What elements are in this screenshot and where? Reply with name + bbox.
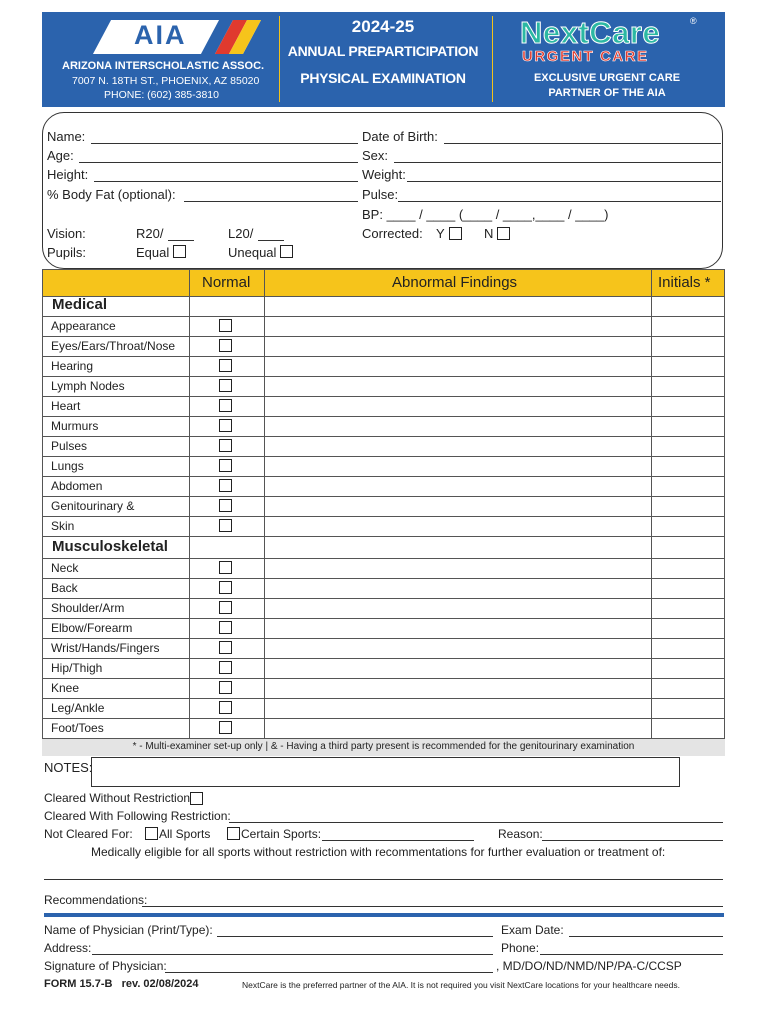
form-title-line2: PHYSICAL EXAMINATION — [300, 70, 466, 86]
body-fat-field[interactable] — [184, 201, 358, 202]
exam-table — [42, 269, 725, 739]
exam-row-label: Foot/Toes — [51, 721, 104, 735]
pupils-label: Pupils: — [47, 245, 87, 260]
normal-checkbox[interactable] — [219, 399, 232, 412]
org-name: ARIZONA INTERSCHOLASTIC ASSOC. — [62, 60, 265, 72]
pulse-field[interactable] — [398, 201, 721, 202]
abnormal-findings-cell[interactable] — [265, 599, 650, 618]
exam-row-label: Skin — [51, 519, 75, 533]
physician-name-field[interactable] — [217, 936, 493, 937]
normal-checkbox[interactable] — [219, 581, 232, 594]
normal-checkbox[interactable] — [219, 621, 232, 634]
corrected-no-checkbox[interactable] — [497, 227, 510, 240]
signature-label: Signature of Physician: — [44, 959, 167, 973]
header-divider-left — [279, 16, 280, 102]
abnormal-findings-cell[interactable] — [265, 397, 650, 416]
form-title-line1: ANNUAL PREPARTICIPATION — [287, 43, 479, 59]
normal-checkbox[interactable] — [219, 379, 232, 392]
height-field[interactable] — [94, 181, 358, 182]
name-field[interactable] — [91, 143, 358, 144]
exam-row-label: Neck — [51, 561, 79, 575]
col-initials-header: Initials * — [658, 274, 711, 291]
abnormal-findings-cell[interactable] — [265, 699, 650, 718]
table-header — [42, 269, 725, 296]
initials-cell[interactable] — [652, 377, 724, 396]
pupils-unequal-checkbox[interactable] — [280, 245, 293, 258]
pupils-equal-checkbox[interactable] — [173, 245, 186, 258]
exam-row-label: Murmurs — [51, 419, 99, 433]
abnormal-findings-cell[interactable] — [265, 497, 650, 516]
eligible-statement: Medically eligible for all sports without restriction with recommentations for further evaluation or treatment of: — [91, 845, 666, 859]
initials-cell[interactable] — [652, 679, 724, 698]
corrected-label: Corrected: — [362, 226, 423, 241]
exam-row-label: Shoulder/Arm — [51, 601, 125, 615]
weight-label: Weight: — [362, 167, 406, 182]
abnormal-findings-cell[interactable] — [265, 559, 650, 578]
abnormal-findings-cell[interactable] — [265, 639, 650, 658]
initials-cell[interactable] — [652, 559, 724, 578]
abnormal-findings-cell[interactable] — [265, 377, 650, 396]
abnormal-findings-cell[interactable] — [265, 457, 650, 476]
footer-note: NextCare is the preferred partner of the AIA. It is not required you visit NextCare locations for your healthcare needs. — [242, 980, 680, 990]
section-musculoskeletal: Musculoskeletal — [52, 538, 168, 555]
abnormal-findings-cell[interactable] — [265, 619, 650, 638]
col-abnormal-header: Abnormal Findings — [392, 274, 518, 291]
abnormal-findings-cell[interactable] — [265, 417, 650, 436]
normal-checkbox[interactable] — [219, 419, 232, 432]
initials-cell[interactable] — [652, 357, 724, 376]
exam-date-field[interactable] — [569, 936, 723, 937]
sex-label: Sex: — [362, 148, 389, 163]
nextcare-registered-mark: ® — [690, 16, 697, 26]
sex-field[interactable] — [394, 162, 721, 163]
initials-cell[interactable] — [652, 397, 724, 416]
credentials-label: , MD/DO/ND/NMD/NP/PA-C/CCSP — [496, 959, 682, 973]
abnormal-findings-cell[interactable] — [265, 659, 650, 678]
normal-checkbox[interactable] — [219, 499, 232, 512]
abnormal-findings-cell[interactable] — [265, 579, 650, 598]
exam-row-label: Genitourinary & — [51, 499, 135, 513]
dob-label: Date of Birth: — [362, 129, 438, 144]
aia-logo — [42, 12, 278, 107]
weight-field[interactable] — [407, 181, 721, 182]
all-sports-checkbox[interactable] — [145, 827, 158, 840]
normal-checkbox[interactable] — [219, 681, 232, 694]
normal-checkbox[interactable] — [219, 359, 232, 372]
initials-cell[interactable] — [652, 659, 724, 678]
corrected-yes-label: Y — [436, 226, 445, 241]
header-banner — [42, 12, 725, 107]
address-field[interactable] — [92, 954, 493, 955]
form-year: 2024-25 — [351, 17, 415, 36]
partner-tagline-2: PARTNER OF THE AIA — [548, 87, 666, 99]
form-id: FORM 15.7-B rev. 02/08/2024 — [44, 978, 199, 990]
abnormal-findings-cell[interactable] — [265, 337, 650, 356]
normal-checkbox[interactable] — [219, 479, 232, 492]
normal-checkbox[interactable] — [219, 641, 232, 654]
exam-row-label: Pulses — [51, 439, 88, 453]
reason-label: Reason: — [498, 827, 543, 841]
org-phone: PHONE: (602) 385-3810 — [104, 89, 219, 101]
exam-date-label: Exam Date: — [501, 923, 564, 937]
phone-label: Phone: — [501, 941, 540, 955]
pupils-equal-label: Equal — [136, 245, 170, 260]
initials-cell[interactable] — [652, 437, 724, 456]
phone-field[interactable] — [540, 954, 723, 955]
abnormal-findings-cell[interactable] — [265, 317, 650, 336]
initials-cell[interactable] — [652, 619, 724, 638]
vision-r20-field[interactable] — [168, 240, 194, 241]
age-field[interactable] — [79, 162, 358, 163]
signature-field[interactable] — [165, 972, 493, 973]
nextcare-urgent-care: URGENT CARE — [522, 48, 649, 65]
initials-cell[interactable] — [652, 497, 724, 516]
pupils-unequal-label: Unequal — [228, 245, 277, 260]
abnormal-findings-cell[interactable] — [265, 719, 650, 738]
abnormal-findings-cell[interactable] — [265, 517, 650, 536]
dob-field[interactable] — [444, 143, 721, 144]
initials-cell[interactable] — [652, 477, 724, 496]
abnormal-findings-cell[interactable] — [265, 357, 650, 376]
partner-tagline-1: EXCLUSIVE URGENT CARE — [533, 72, 681, 84]
cleared-without-label: Cleared Without Restriction — [44, 791, 191, 805]
recommendations-field[interactable] — [142, 906, 723, 907]
initials-cell[interactable] — [652, 457, 724, 476]
vision-r20-label: R20/ — [136, 226, 164, 241]
reason-field[interactable] — [542, 840, 723, 841]
normal-checkbox[interactable] — [219, 601, 232, 614]
address-label: Address: — [44, 941, 92, 955]
age-label: Age: — [47, 148, 74, 163]
abnormal-findings-cell[interactable] — [265, 437, 650, 456]
normal-checkbox[interactable] — [219, 319, 232, 332]
cleared-with-field[interactable] — [229, 822, 723, 823]
physician-name-label: Name of Physician (Print/Type): — [44, 923, 213, 937]
notes-field[interactable] — [91, 757, 680, 787]
initials-cell[interactable] — [652, 517, 724, 536]
section-divider — [44, 913, 724, 917]
exam-row-label: Hip/Thigh — [51, 661, 103, 675]
table-footnote — [42, 739, 725, 756]
exam-row-label: Back — [51, 581, 78, 595]
initials-cell[interactable] — [652, 719, 724, 738]
initials-cell[interactable] — [652, 579, 724, 598]
vision-l20-field[interactable] — [258, 240, 284, 241]
exam-row-label: Hearing — [51, 359, 94, 373]
nextcare-logo: NextCare — [520, 15, 661, 50]
corrected-yes-checkbox[interactable] — [449, 227, 462, 240]
exam-row-label: Wrist/Hands/Fingers — [51, 641, 160, 655]
notes-label: NOTES: — [44, 760, 93, 775]
footnote-text: * - Multi-examiner set-up only | & - Having a third party present is recommended for the genitourinary examination — [132, 741, 635, 752]
table-border-left — [42, 269, 43, 739]
exam-row-label: Lymph Nodes — [51, 379, 125, 393]
corrected-no-label: N — [484, 226, 494, 241]
normal-checkbox[interactable] — [219, 561, 232, 574]
initials-cell[interactable] — [652, 417, 724, 436]
row-divider — [42, 536, 725, 537]
exam-row-label: Leg/Ankle — [51, 701, 105, 715]
exam-row-label: Heart — [51, 399, 81, 413]
normal-checkbox[interactable] — [219, 661, 232, 674]
normal-checkbox[interactable] — [219, 701, 232, 714]
eligible-field[interactable] — [44, 879, 723, 880]
normal-checkbox[interactable] — [219, 519, 232, 532]
certain-sports-label: Certain Sports: — [241, 827, 322, 841]
pulse-label: Pulse: — [362, 187, 399, 202]
name-label: Name: — [47, 129, 86, 144]
org-address: 7007 N. 18TH ST., PHOENIX, AZ 85020 — [72, 75, 260, 87]
exam-row-label: Knee — [51, 681, 80, 695]
col-divider-1 — [189, 269, 190, 739]
exam-row-label: Eyes/Ears/Throat/Nose — [51, 339, 176, 353]
col-normal-header: Normal — [202, 274, 251, 291]
certain-sports-checkbox[interactable] — [227, 827, 240, 840]
vision-l20-label: L20/ — [228, 226, 254, 241]
exam-row-label: Appearance — [51, 319, 116, 333]
normal-checkbox[interactable] — [219, 721, 232, 734]
recommendations-label: Recommendations: — [44, 893, 148, 907]
table-border-top — [42, 269, 725, 270]
all-sports-label: All Sports — [159, 827, 211, 841]
certain-sports-field[interactable] — [322, 840, 474, 841]
normal-checkbox[interactable] — [219, 459, 232, 472]
normal-checkbox[interactable] — [219, 339, 232, 352]
exam-row-label: Elbow/Forearm — [51, 621, 133, 635]
initials-cell[interactable] — [652, 639, 724, 658]
exam-row-label: Abdomen — [51, 479, 103, 493]
cleared-without-checkbox[interactable] — [190, 792, 203, 805]
initials-cell[interactable] — [652, 337, 724, 356]
abnormal-findings-cell[interactable] — [265, 679, 650, 698]
cleared-with-label: Cleared With Following Restriction: — [44, 809, 231, 823]
vision-label: Vision: — [47, 226, 86, 241]
initials-cell[interactable] — [652, 699, 724, 718]
bp-field[interactable]: BP: ____ / ____ (____ / ____,____ / ____) — [362, 207, 609, 222]
height-label: Height: — [47, 167, 89, 182]
table-border-right — [724, 269, 725, 739]
initials-cell[interactable] — [652, 599, 724, 618]
header-row-line — [42, 296, 725, 297]
section-medical: Medical — [52, 296, 108, 313]
logo-text: AIA — [134, 20, 187, 50]
not-cleared-label: Not Cleared For: — [44, 827, 133, 841]
abnormal-findings-cell[interactable] — [265, 477, 650, 496]
normal-checkbox[interactable] — [219, 439, 232, 452]
initials-cell[interactable] — [652, 317, 724, 336]
exam-row-label: Lungs — [51, 459, 84, 473]
body-fat-label: % Body Fat (optional): — [47, 187, 176, 202]
